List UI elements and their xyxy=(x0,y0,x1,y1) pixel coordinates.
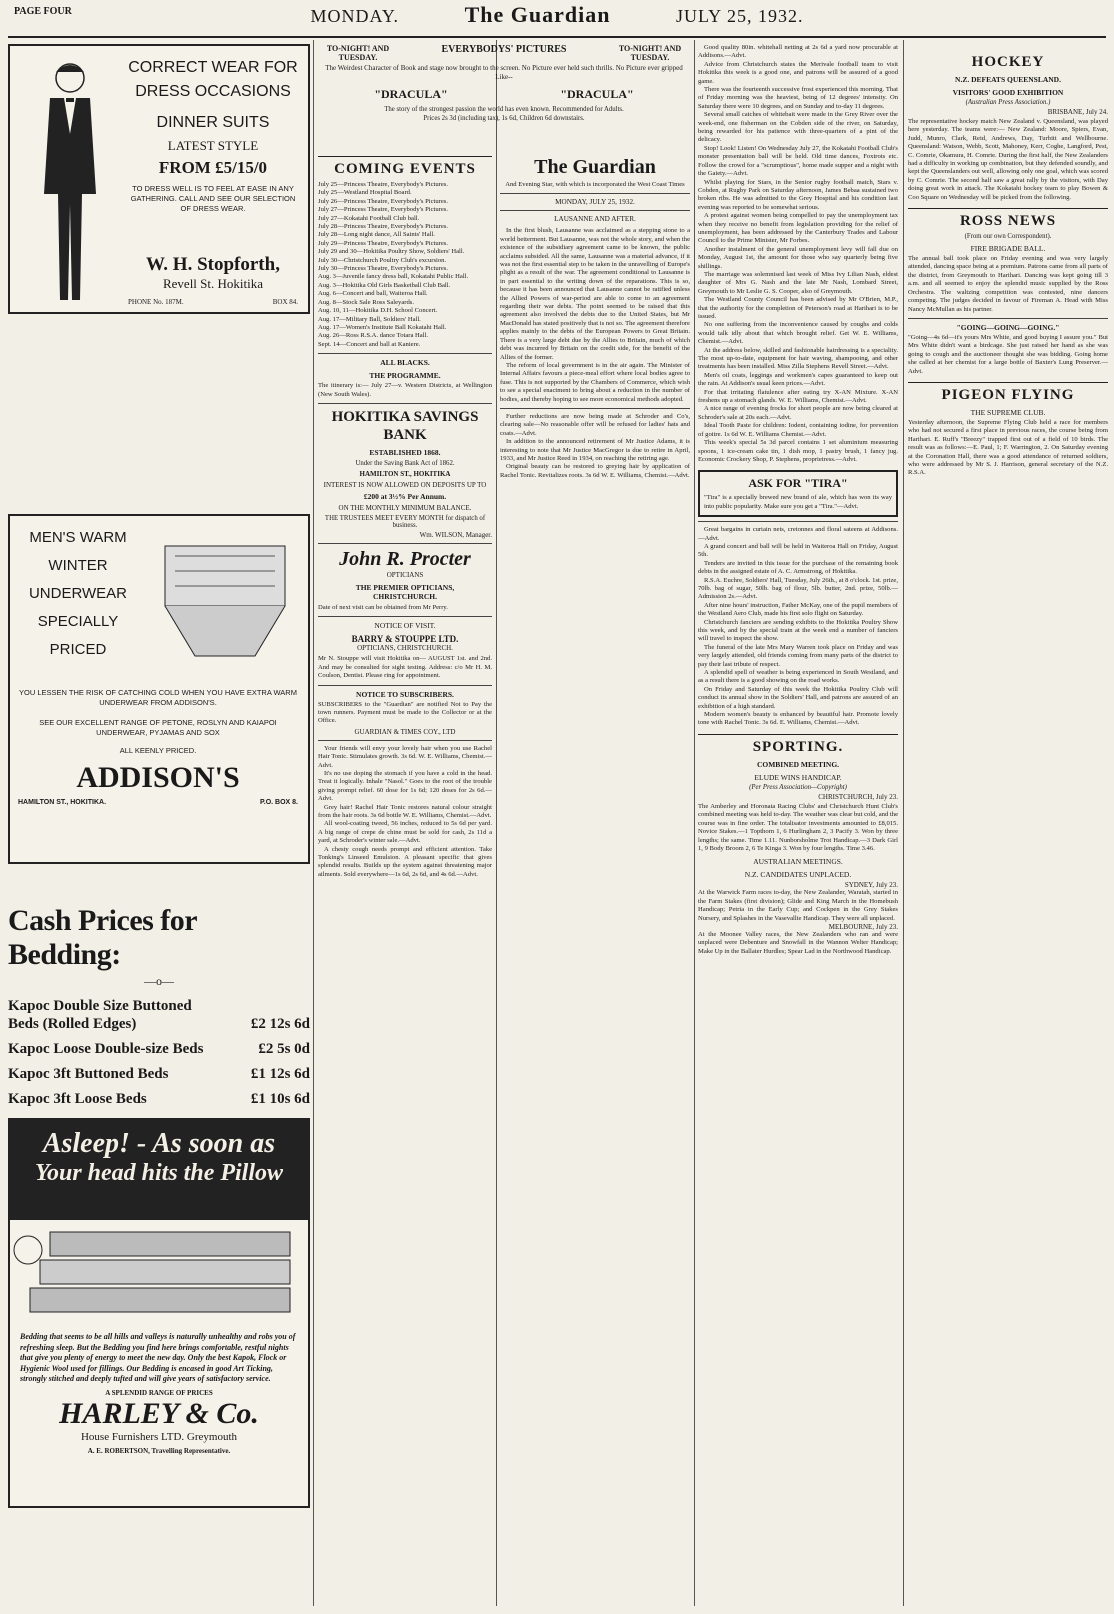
sporting-headline: ELUDE WINS HANDICAP. xyxy=(754,772,842,782)
underwear-ad-headline: MEN'S WARM WINTER UNDERWEAR SPECIALLY PRICED xyxy=(28,529,128,658)
editorial-sub: And Evening Star, with which is incorporated the West Coast Times xyxy=(505,181,685,188)
news-paragraph: Tenders are invited in this issue for the purchase of the remaining book debts in the assigned estate of A. C. Armstrong, of Hokitika. xyxy=(698,559,898,576)
harley-banner xyxy=(10,1120,308,1220)
harley-firm: HARLEY & Co. xyxy=(59,1396,259,1430)
divider-ornament: —o— xyxy=(144,974,174,988)
news-paragraph: On Friday and Saturday of this week the Hokitika Poultry Club will conduct its annual show in the Soldiers' Hall, and patrons are assured of an exhibition of a high standard. xyxy=(698,685,898,710)
sydney-dateline: SYDNEY, July 23. xyxy=(844,881,898,890)
underwear-ad xyxy=(8,514,310,864)
event-item: July 29—Princess Theatre, Everybody's Pictures. xyxy=(318,239,448,247)
sydney-body: At the Warwick Farm races to-day, the New Zealander, Waratah, started in the Farm Stakes (first division); Glide and King March in the Homebush Handicap; Petria in the Early Cup; and Cockpen in the Grey Stakes Nursery, and Splashes in the Vasevallie Handicap. They were all unplaced. xyxy=(698,889,898,922)
pigeon-body: Yesterday afternoon, the Supreme Flying Club held a race for members who had not secured a first place in previous races, the course being from Harihari. E. Ruff's "Breezy" trapped first out of a field of 10 birds. The result was as follows:—E. Paul, 1; F. Warrington, 2. On Saturday evening at the Coronation Hall, there was a good attendance of returned soldiers, who were addressed by Mr S. J. Harrison, general secretary of the N.Z. R.S.A. xyxy=(908,418,1108,477)
underwear-ad-blurb: YOU LESSEN THE RISK OF CATCHING COLD WHEN YOU HAVE EXTRA WARM UNDERWEAR FROM ADDISON'S. xyxy=(19,688,297,707)
underwear-ad-range: SEE OUR EXCELLENT RANGE OF PETONE, ROSLYN AND KAIAPOI UNDERWEAR, PYJAMAS AND SOX xyxy=(39,718,277,737)
rule xyxy=(318,740,492,741)
tira-title: ASK FOR "TIRA" xyxy=(748,476,848,491)
bank-act: Under the Saving Bank Act of 1862. xyxy=(355,459,455,467)
proctor-sub: OPTICIANS xyxy=(386,570,424,579)
film-title-2: "DRACULA" xyxy=(560,87,634,101)
column-4 xyxy=(698,44,898,1604)
rule xyxy=(318,543,492,544)
news-paragraph: The marriage was solemnised last week of Miss Ivy Lilian Nash, eldest daughter of Mrs G. Nash and the late Mr Nash, Lombard Street, Greymouth to Mr Leslie G. S. Cooper, also of Greymouth. xyxy=(698,270,898,295)
hockey-title: HOCKEY xyxy=(971,54,1045,70)
rule xyxy=(318,403,492,404)
harley-range: A SPLENDID RANGE OF PRICES xyxy=(105,1388,213,1397)
advert-paragraph: Further reductions are now being made at Schroder and Co's, clearing sale—No reasonable offer will be refused for ladies' hats and coats.—Advt. xyxy=(500,412,690,437)
event-item: Aug. 3—Hokitika Old Girls Basketball Club Ball. xyxy=(318,281,451,289)
visit-notice xyxy=(318,621,492,680)
event-item: July 28—Princess Theatre, Everybody's Pictures. xyxy=(318,223,448,231)
sporting-sub: COMBINED MEETING. xyxy=(756,759,840,769)
news-paragraph: For that irritating flatulence after eating try X-AN Mixture. X-AN freshens up a stomach glands. W. E. Williams, Chemist.—Advt. xyxy=(698,388,898,405)
harley-ad xyxy=(8,1118,310,1508)
event-item: Aug. 3—Juvenile fancy dress ball, Kokatahi Public Hall. xyxy=(318,273,469,281)
editorial-ads xyxy=(500,413,690,480)
ross-sub: FIRE BRIGADE BALL. xyxy=(970,244,1046,254)
advert-paragraph: Original beauty can be restored to greying hair by application of Rachel Tonic. Revitalizes roots. 3s 6d W. E. Williams, Chemist.—Advt. xyxy=(500,463,690,479)
advert-paragraph: A chesty cough needs prompt and efficient attention. Take Tonking's Linseed Emulsion. A pleasant specific that gives splendid results. Builds up the system against threatening major ailments. Sold everywhere—1s 6d, 2s 6d, and 4s 6d.—Advt. xyxy=(318,845,492,878)
subscribers-notice xyxy=(318,690,492,736)
column-2 xyxy=(318,150,492,1604)
page-number: PAGE FOUR xyxy=(14,6,72,17)
dress-ad-address: Revell St. Hokitika xyxy=(162,276,264,291)
theatre-tagline: The story of the strongest passion the world has even known. Recommended for Adults. xyxy=(384,106,624,113)
tira-ad xyxy=(698,470,898,517)
rule xyxy=(318,353,492,354)
event-item: July 27—Kokatahi Football Club ball. xyxy=(318,214,420,222)
event-item: Aug. 6—Concert and ball, Waiteroa Hall. xyxy=(318,290,428,298)
event-item: Aug. 17—Military Ball, Soldiers' Hall. xyxy=(318,315,421,323)
visit-sub: OPTICIANS, CHRISTCHURCH. xyxy=(357,644,453,653)
news-paragraph: A grand concert and ball will be held in Waiteroa Hall on Friday, August 5th. xyxy=(698,542,898,559)
news-paragraph: After nine hours' instruction, Father McKay, one of the pupil members of the Westland Aero Club, made his first solo flight on Saturday. xyxy=(698,601,898,618)
column-divider xyxy=(496,40,497,1606)
melbourne-body: At the Moonee Valley races, the New Zealanders who ran and were unplaced were Debenture and Snowfall in the Wannon Welter Handicap; Make Up in the Ballater Hurdles; Spear Lad in the Northwood Handicap. xyxy=(698,930,898,955)
news-paragraph: Men's oil coats, leggings and workmen's capes guaranteed to keep out the rain. At Addison's usual keen prices.—Advt. xyxy=(698,371,898,388)
dress-ad-price: FROM £5/15/0 xyxy=(158,158,268,177)
masthead-line xyxy=(0,2,1114,28)
dress-ad-firm: W. H. Stopforth, xyxy=(146,254,280,275)
dress-ad-phone: PHONE No. 187M. xyxy=(128,298,184,306)
theatre-desc: The Weirdest Character of Book and stage now brought to the screen. No Picture ever held such thrills. No Picture ever gripped Like-- xyxy=(325,64,683,81)
coming-events-list xyxy=(318,181,492,349)
column-5 xyxy=(908,44,1108,1604)
bedding-item-price: £1 12s 6d xyxy=(250,1066,310,1082)
dress-ad-blurb: TO DRESS WELL IS TO FEEL AT EASE IN ANY GATHERING. CALL AND SEE OUR SELECTION OF DRESS WEAR. xyxy=(130,184,296,213)
bank-rate: £200 at 3½% Per Annum. xyxy=(363,491,447,501)
event-item: Aug. 17—Women's Institute Ball Kokatahi Hall. xyxy=(318,323,447,331)
ross-credit: (From our own Correspondent). xyxy=(964,233,1052,241)
masthead-rule xyxy=(8,36,1106,38)
news-paragraph: No one suffering from the inconvenience caused by coughs and colds would talk idly about that which brought relief. Get W. E. Williams, Chemist.—Advt. xyxy=(698,321,898,346)
hockey-sub2: VISITORS' GOOD EXHIBITION xyxy=(952,88,1064,97)
visit-body: Mr N. Stouppe will visit Hokitika on— AUGUST 1st. and 2nd. And may be consulted for sight testing. Address: c/o Mr H. M. Coulson, Dentist. Please ring for appointment. xyxy=(318,655,492,680)
hair-ads xyxy=(318,745,492,880)
hockey-sub: N.Z. DEFEATS QUEENSLAND. xyxy=(955,75,1061,84)
event-item: July 30—Christchurch Poultry Club's excursion. xyxy=(318,256,447,264)
editorial-paragraph: The reform of local government is in the air again. The Minister of Internal Affairs favours a piece-meal effort where local bodies agree to fuse. This is not supported by the Chambers of Commerce, which wish to see a special enactment to bring about a reduction in the number of bodies, and thereby hoping to see more economical methods adopted. xyxy=(500,361,690,403)
harley-sub: House Furnishers LTD. Greymouth xyxy=(80,1430,238,1443)
news-paragraph: Great bargains in curtain nets, cretonnes and floral sateens at Addisons.—Advt. xyxy=(698,526,898,542)
news-paragraph: Whilst playing for Stars, in the Senior rugby football match, Stars v. Cobden, at Rugby Park on Saturday afternoon, James Bebaa sustained two broken ribs. He was admitted to the Grey Hospital and his condition last evening was reported to be somewhat serious. xyxy=(698,178,898,211)
bedding-item xyxy=(8,1066,310,1083)
proctor-line1: THE PREMIER OPTICIANS, xyxy=(355,582,455,592)
editorial-paragraph: In the first blush, Lausanne was acclaimed as a stepping stone to a world betterment. But Lausanne, was not the whole story, and when the existence of the subsidiary agreement came to be known, the public acclaims subsided. All the same, Lausanne was a material advance, if it was not the first essential step to be taken in the unravelling of Europe's plight as a result of the war. The agreement conditional to Lausanne is in part essential to the writing down of the reparations. This is so, because it has been announced that Lausanne cannot be ratified unless the Allied Powers of war-period are able to come to an agreement regarding their war debts. The point seemed to be raised that this agreement also involved the debts due to the United States, but Mr MacDonald has stated positively that is not so. The agreement therefore applies mainly to the debts of the European Powers to Great Britain. There is a very large debt due by the Allies to Britain, much of which debt was incurred by Britain on the credit side, for the benefit of the Allies of the former. xyxy=(500,227,690,361)
harley-body: Bedding that seems to be all hills and valleys is naturally unhealthy and robs you of refreshing sleep. But the Bedding you find here brings comfortable, restful nights that give you plenty of energy to meet the new day. Only the best Kapok, Flock or Hygienic Wool used for fillings. Our Bedding is encased in good Art Ticking, strongly stitched and deeply tufted and will give years of satisfactory service. xyxy=(20,1332,296,1383)
subscribers-title: NOTICE TO SUBSCRIBERS. xyxy=(356,689,454,699)
news-paragraph: Ideal Tooth Paste for children: Iodent, containing iodine, for prevention of goitre. 1s 6d W. E. Williams Chemist.—Advt. xyxy=(698,422,898,438)
hockey-body: The representative hockey match New Zealand v. Queensland, was played here yesterday. The teams were:— New Zealand: Moore, Spiers, Evan, Judd, Munro, Clark, Reid, Andrews, Day, Turbitt and Wellbourne. Queensland: Watson, Webb, Scott, Mahoney, Kerr, Coghe, Langford, Pest, C. Comrie, Okamura, H. Comrie. During the first half, the New Zealanders had a difficulty in working up combination, but they defended soundly, and kept the Queenslanders out well, allowing only one goal, which was scored by C. Comrie. The second half saw a great rally by the visitors, with Day doing great work in attack. The Kokatahi hockey team to play Bowen & Coo Square on Wednesday will be picked from the following. xyxy=(908,118,1108,201)
theatre-ad xyxy=(318,44,690,144)
underwear-ad-address: HAMILTON ST., HOKITIKA. xyxy=(18,799,107,806)
bedding-item-price: £1 10s 6d xyxy=(250,1091,310,1107)
event-item: Aug. 26—Ross R.S.A. dance Totara Hall. xyxy=(318,332,429,340)
news-paragraph: The funeral of the late Mrs Mary Warren took place on Friday and was very largely attended, old friends coming from many parts of the district to pay their last tribute of respect. xyxy=(698,643,898,668)
bedding-item-name: Kapoc Double Size Buttoned Beds (Rolled Edges) xyxy=(8,998,192,1032)
news-paragraph: A protest against women being compelled to pay the unemployment tax when they receive no benefit from legislation providing for the relief of unemployment, has been addressed by the Canterbury Trades and Labour Council to the Prime Minister, Mr Forbes. xyxy=(698,212,898,245)
masthead-date: JULY 25, 1932. xyxy=(675,6,804,26)
proctor-note: Date of next visit can be obtained from Mr Perry. xyxy=(318,603,448,611)
news-paragraph: Another instalment of the general unemployment levy will fall due on Monday, August 1st, the amount for those who say quarterly being five shillings. xyxy=(698,245,898,270)
pigeon-title: PIGEON FLYING xyxy=(908,382,1108,404)
all-blacks-sub: THE PROGRAMME. xyxy=(369,371,441,381)
news-paragraph: Christchurch fanciers are sending exhibits to the Hokitika Poultry Show this week, and by the special train at the week end a number of fanciers will travel to inspect the show. xyxy=(698,618,898,643)
all-blacks-title: ALL BLACKS. xyxy=(380,358,430,368)
editorial-heading: LAUSANNE AND AFTER. xyxy=(554,215,636,224)
news-paragraph: Stop! Look! Listen! On Wednesday July 27, the Kokatahi Football Club's monster presentation ball will be held. Old time dances, Foxtrots etc. Follow the crowd for a "scrumptious", home made supper and a night with the Gaiety.—Advt. xyxy=(698,144,898,178)
masthead-paper: The Guardian xyxy=(464,2,611,27)
subscribers-body: SUBSCRIBERS to the "Guardian" are notified Not to Pay the town runners. Payment must be made to the Collector or at the Office. xyxy=(318,700,492,725)
news-paragraph: Good quality 80in. whitehall netting at 2s 6d a yard now procurable at Addisons.—Advt. xyxy=(698,44,898,60)
advert-paragraph: It's no use doping the stomach if you have a cold in the head. Treat it logically. Inhale "Nasol." Goes to the root of the trouble giving prompt relief. 60 dose for 1s 6d; 120 doses for 2s 6d.—Advt. xyxy=(318,770,492,803)
masthead-day: MONDAY. xyxy=(310,6,400,26)
dress-ad-headline: CORRECT WEAR FOR DRESS OCCASIONS xyxy=(128,59,298,100)
going-body: "Going—4s 6d—it's yours Mrs White, and good buying I assure you." But Mrs White didn't want a birdcage. She just raised her hand as she was going to cough and the auctioneer thought she was bidding. Going home she called at her chemist for a large bottle of Baxter's Lung Preserver.—Advt. xyxy=(908,333,1108,375)
column-1 xyxy=(8,44,310,1604)
bedding-item-name: Kapoc Loose Double-size Beds xyxy=(8,1041,204,1057)
bedding-item xyxy=(8,997,310,1033)
hockey-dateline: BRISBANE, July 24. xyxy=(1047,108,1108,116)
man-in-dinner-suit-illustration xyxy=(20,54,120,308)
theatre-right: TO-NIGHT! AND TUESDAY. xyxy=(618,44,682,62)
bank-trustees: THE TRUSTEES MEET EVERY MONTH for dispatch of business. xyxy=(324,514,486,529)
rule xyxy=(500,408,690,409)
advert-paragraph: All wool-coating tweed, 56 inches, reduced to 5s 6d per yard. A big range of crepe de chine must be sold for cash, 2s 11d a yard, at Schroder's winter sale.—Advt. xyxy=(318,820,492,845)
news-paragraph: At the address below, skilled and fashionable hairdressing is a speciality. The most up-to-date, equipment for hair waving, shampooing, and other treatments has been installed. Miss Zilla Stephens Revell Street.—Advt. xyxy=(698,346,898,371)
bedding-item-name: Kapoc 3ft Buttoned Beds xyxy=(8,1066,169,1082)
underwear-ad-box: P.O. BOX 8. xyxy=(260,799,298,806)
harley-rep: A. E. ROBERTSON, Travelling Representative. xyxy=(87,1446,231,1455)
event-item: Sept. 14—Concert and ball at Kaniere. xyxy=(318,340,421,348)
news-paragraph: Several small catches of whitebait were made in the Grey River over the week-end, one fisherman on the Cobden side of the river, on Saturday, being rewarded for his patience with three-quarters of a pint of the delicacy. xyxy=(698,111,898,144)
news-paragraph: Advice from Christchurch states the Merivale football team to visit Hokitika this week is a good one, and patrons will be assured of a good game. xyxy=(698,60,898,85)
hockey-credit: (Australian Press Association.) xyxy=(965,99,1051,106)
harley-headline-1: Asleep! - As soon as xyxy=(42,1128,276,1159)
bedding-item xyxy=(8,1041,310,1058)
event-item: Aug. 10, 11—Hokitika D.H. School Concert. xyxy=(318,307,438,315)
proctor-logo: John R. Procter xyxy=(339,547,471,570)
event-item: July 27—Princess Theatre, Everybody's Pictures. xyxy=(318,206,448,214)
theatre-prices: Prices 2s 3d (including tax), 1s 6d, Children 6d downstairs. xyxy=(423,114,585,122)
bedding-headline: Cash Prices for Bedding: xyxy=(8,904,197,971)
rule xyxy=(698,521,898,522)
subscribers-sign: GUARDIAN & TIMES COY., LTD xyxy=(354,727,456,736)
proctor-line2: CHRISTCHURCH. xyxy=(373,591,437,601)
visit-title: NOTICE OF VISIT. xyxy=(374,621,436,631)
dress-ad-box: BOX 84. xyxy=(272,298,298,306)
bedding-prices xyxy=(8,904,310,1108)
news-paragraph: R.S.A. Euchre, Soldiers' Hall, Tuesday, July 26th., at 8 o'clock. 1st. prize, 70lb. bag of sugar, 50lb. bag of flour, 5lb. butter, 2nd. prize, 50lb.—Admission 2s.—Advt. xyxy=(698,576,898,601)
ross-body: The annual ball took place on Friday evening and was very largely attended, dancing space being at a premium. Patrons came from all parts of the district, from Greymouth to Harihari. Dancing was kept going till 3 a.m. and all seemed to enjoy the splendid music supplied by the Ross Orchestra. The waltzing competition was contested, nine dancers competing. The judges decided in favour of Fireman A. Head with Miss Nancy McMullan as his partner. xyxy=(908,255,1108,313)
editorial-body xyxy=(500,227,690,404)
column-3 xyxy=(500,150,690,1604)
visit-firm: BARRY & STOUPPE LTD. xyxy=(351,634,459,645)
event-item: Aug. 8—Stock Sale Ross Saleyards. xyxy=(318,298,414,306)
bank-address: HAMILTON ST., HOKITIKA xyxy=(359,469,451,478)
australian-meetings: AUSTRALIAN MEETINGS. xyxy=(753,857,843,867)
dress-ad-item: DINNER SUITS xyxy=(156,114,270,131)
bedding-item-price: £2 12s 6d xyxy=(250,1016,310,1032)
news-paragraph: A nice range of evening frocks for short people are now being cleared at Schroder's sale at 20s each.—Advt. xyxy=(698,405,898,421)
proctor-ad xyxy=(318,548,492,612)
tira-body: "Tira" is a specially brewed new brand of ale, which has won its way into public popularity. Make sure you get a "Tira."—Advt. xyxy=(704,494,892,510)
news-paragraph: There was the fourteenth successive frost experienced this morning. That of Friday morning was the heaviest, being of 12 degrees' intensity. On Saturday there were 10 degrees, and on Sunday and to-day 11 degrees. xyxy=(698,86,898,110)
news-paragraph: Modern women's beauty is enhanced by beautiful hair. Promote lovely tone with Rachel Tonic. 3s 6d. E. Williams, Chemist.—Advt. xyxy=(698,711,898,727)
film-title: "DRACULA" xyxy=(374,87,448,101)
folded-underwear-illustration xyxy=(155,526,295,666)
pigeon-sub: THE SUPREME CLUB. xyxy=(970,407,1046,417)
local-news xyxy=(698,44,898,464)
dress-ad-style: LATEST STYLE xyxy=(167,138,259,153)
advert-paragraph: Your friends will envy your lovely hair when you use Rachel Hair Tonic. Stimulates growth. 3s 6d. W. E. Williams, Chemist.—Advt. xyxy=(318,744,492,769)
masthead xyxy=(0,0,1114,38)
event-item: July 26—Princess Theatre, Everybody's Pictures. xyxy=(318,197,448,205)
news-paragraph: The Westland County Council has been advised by Mr O'Brien, M.P., that the authority for the completion of Peterson's road at Harihari is to be issued. xyxy=(698,296,898,320)
sporting-title: SPORTING. xyxy=(698,734,898,756)
bank-est: ESTABLISHED 1868. xyxy=(369,447,441,457)
rule xyxy=(318,685,492,686)
editorial-date: MONDAY, JULY 25, 1932. xyxy=(555,198,635,207)
mattress-stack-illustration xyxy=(10,1220,306,1330)
column-divider xyxy=(903,40,904,1606)
sporting-credit: (Per Press Association—Copyright) xyxy=(749,783,847,791)
bank-interest: INTEREST IS NOW ALLOWED ON DEPOSITS UP TO xyxy=(323,480,487,489)
nz-candidates: N.Z. CANDIDATES UNPLACED. xyxy=(744,870,852,880)
harley-headline-2: Your head hits the Pillow xyxy=(34,1160,284,1186)
sporting-body: The Amberley and Horonata Racing Clubs' and Christchurch Hunt Club's combined meeting was held to-day. The weather was clear but cold, and the course was in fine order. The totalisator investments amounted to £8,015. Novice Stakes.—1 Topthorn 1, 6 Hurlingham 2, 3 Pacify 3. Won by three lengths; the same. Time 1.11. Nunborsholme Trot Handicap.—3 Dark Girl 1, 9 Body Broom 2, 6 Te Kinga 3. Won by four lengths. Time 3.46. xyxy=(698,802,898,852)
theatre-left: TO-NIGHT! AND TUESDAY. xyxy=(326,44,390,62)
event-item: July 25—Westland Hospital Board. xyxy=(318,189,412,197)
underwear-ad-firm: ADDISON'S xyxy=(76,761,240,794)
dress-ad xyxy=(8,44,310,314)
column-divider xyxy=(694,40,695,1606)
bedding-item-price: £2 5s 0d xyxy=(258,1041,310,1057)
news-paragraph: This week's special 5s 3d parcel contains 1 set aluminium measuring spoons, 1 ice-cream cake tin, 1 dish mop, 1 pastry brush, 1 fancy jug. Economic Crockery Shop, P. Stephens, proprietress.—Advt. xyxy=(698,439,898,463)
event-item: July 25—Princess Theatre, Everybody's Pictures. xyxy=(318,181,448,188)
rule xyxy=(500,193,690,194)
rule xyxy=(908,318,1108,319)
coming-events-title: COMING EVENTS xyxy=(318,156,492,178)
underwear-ad-keenly: ALL KEENLY PRICED. xyxy=(119,746,197,755)
column-divider xyxy=(313,40,314,1606)
bank-name: HOKITIKA SAVINGS BANK xyxy=(331,408,479,443)
bedding-item xyxy=(8,1091,310,1108)
bedding-item-name: Kapoc 3ft Loose Beds xyxy=(8,1091,147,1107)
melbourne-dateline: MELBOURNE, July 23. xyxy=(828,922,898,931)
news-paragraph: A splendid spell of weather is being experienced in South Westland, and as a result there is a good showing on the road works. xyxy=(698,669,898,685)
sporting-dateline: CHRISTCHURCH, July 23. xyxy=(818,792,898,801)
advert-paragraph: Grey hair! Rachel Hair Tonic restores natural colour straight from the hair roots. 3s 6d bottle W. E. Williams, Chemist.—Advt. xyxy=(318,803,492,820)
rule xyxy=(500,210,690,211)
event-item: July 28—Long night dance, All Saints' Hall. xyxy=(318,231,435,239)
all-blacks-text: The itinerary is:— July 27—v. Western Districts, at Wellington (New South Wales). xyxy=(318,382,492,398)
bank-minimum: ON THE MONTHLY MINIMUM BALANCE. xyxy=(338,503,472,512)
editorial-masthead: The Guardian xyxy=(534,156,656,178)
theatre-name: EVERYBODYS' PICTURES xyxy=(441,44,567,55)
bank-manager: Wm. WILSON, Manager. xyxy=(419,530,492,539)
rule xyxy=(318,616,492,617)
advert-paragraph: In addition to the announced retirement of Mr Justice Adams, it is interesting to note that Mr Justice MacGregor is due to retire in April, 1933, and Mr Justice Reed in 1934, on reaching the retiring age. xyxy=(500,438,690,462)
col4-news xyxy=(698,526,898,728)
going-title: "GOING—GOING—GOING." xyxy=(956,322,1060,332)
bank-ad xyxy=(318,408,492,539)
event-item: July 29 and 30—Hokitika Poultry Show, Soldiers' Hall. xyxy=(318,248,465,256)
event-item: July 30—Princess Theatre, Everybody's Pictures. xyxy=(318,265,448,273)
ross-title: ROSS NEWS xyxy=(908,208,1108,230)
